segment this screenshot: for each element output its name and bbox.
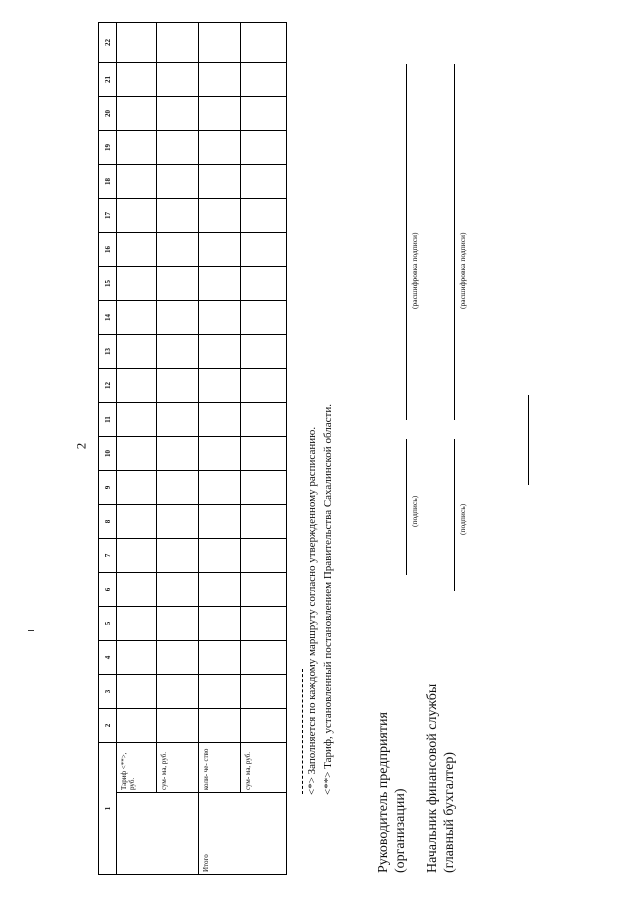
col-header: 6 [99,573,117,607]
page-number: 2 [73,442,89,450]
col-header: 11 [99,403,117,437]
director-title-sub: (организации) [393,788,408,873]
col-header: 7 [99,539,117,573]
row-label: коли- че- ство [199,743,241,793]
col-header: 13 [99,335,117,369]
col-header: 16 [99,233,117,267]
director-title: Руководитель предприятия [376,712,391,873]
col-header: 2 [99,709,117,743]
col-header: 22 [99,23,117,63]
col-header: 1 [99,743,117,875]
col-header: 8 [99,505,117,539]
finance-sign-hint: (подпись) [458,503,467,535]
director-sign-hint: (подпись) [410,495,419,527]
footnote-1: <*> Заполняется по каждому маршруту согласно утвержденному расписанию. [306,426,318,795]
row-label: сум- ма, руб. [157,743,199,793]
finance-decode-hint: (расшифровка подписи) [458,232,467,309]
row-label: Тариф <**>, руб. [117,743,157,793]
director-sign-line [406,439,407,575]
col-header: 3 [99,675,117,709]
col-header: 12 [99,369,117,403]
col-header: 21 [99,63,117,97]
finance-head-title: Начальник финансовой службы [425,683,440,873]
director-decode-hint: (расшифровка подписи) [410,232,419,309]
row-group-cell [117,793,199,875]
col-header: 15 [99,267,117,301]
col-header: 9 [99,471,117,505]
table-row [157,23,199,875]
stray-rule [528,395,529,485]
col-header: 4 [99,641,117,675]
director-decode-line [406,64,407,420]
col-header: 20 [99,97,117,131]
col-header: 19 [99,131,117,165]
finance-decode-line [454,64,455,420]
col-header: 17 [99,199,117,233]
row-label: сум- ма, руб. [241,743,287,793]
finance-sign-line [454,439,455,591]
col-header: 18 [99,165,117,199]
col-header: 14 [99,301,117,335]
row-group-total: Итого [199,793,287,875]
scan-mark [28,630,34,631]
header-row [99,23,117,875]
col-header: 10 [99,437,117,471]
col-header: 5 [99,607,117,641]
table-row [241,23,287,875]
footnote-separator [302,669,303,794]
route-report-table [98,22,287,875]
table-row [199,23,241,875]
finance-head-title-sub: (главный бухгалтер) [442,751,457,873]
footnote-2: <**> Тариф, установленный постановлением Правительства Сахалинской области. [322,404,334,795]
table-row [117,23,157,875]
